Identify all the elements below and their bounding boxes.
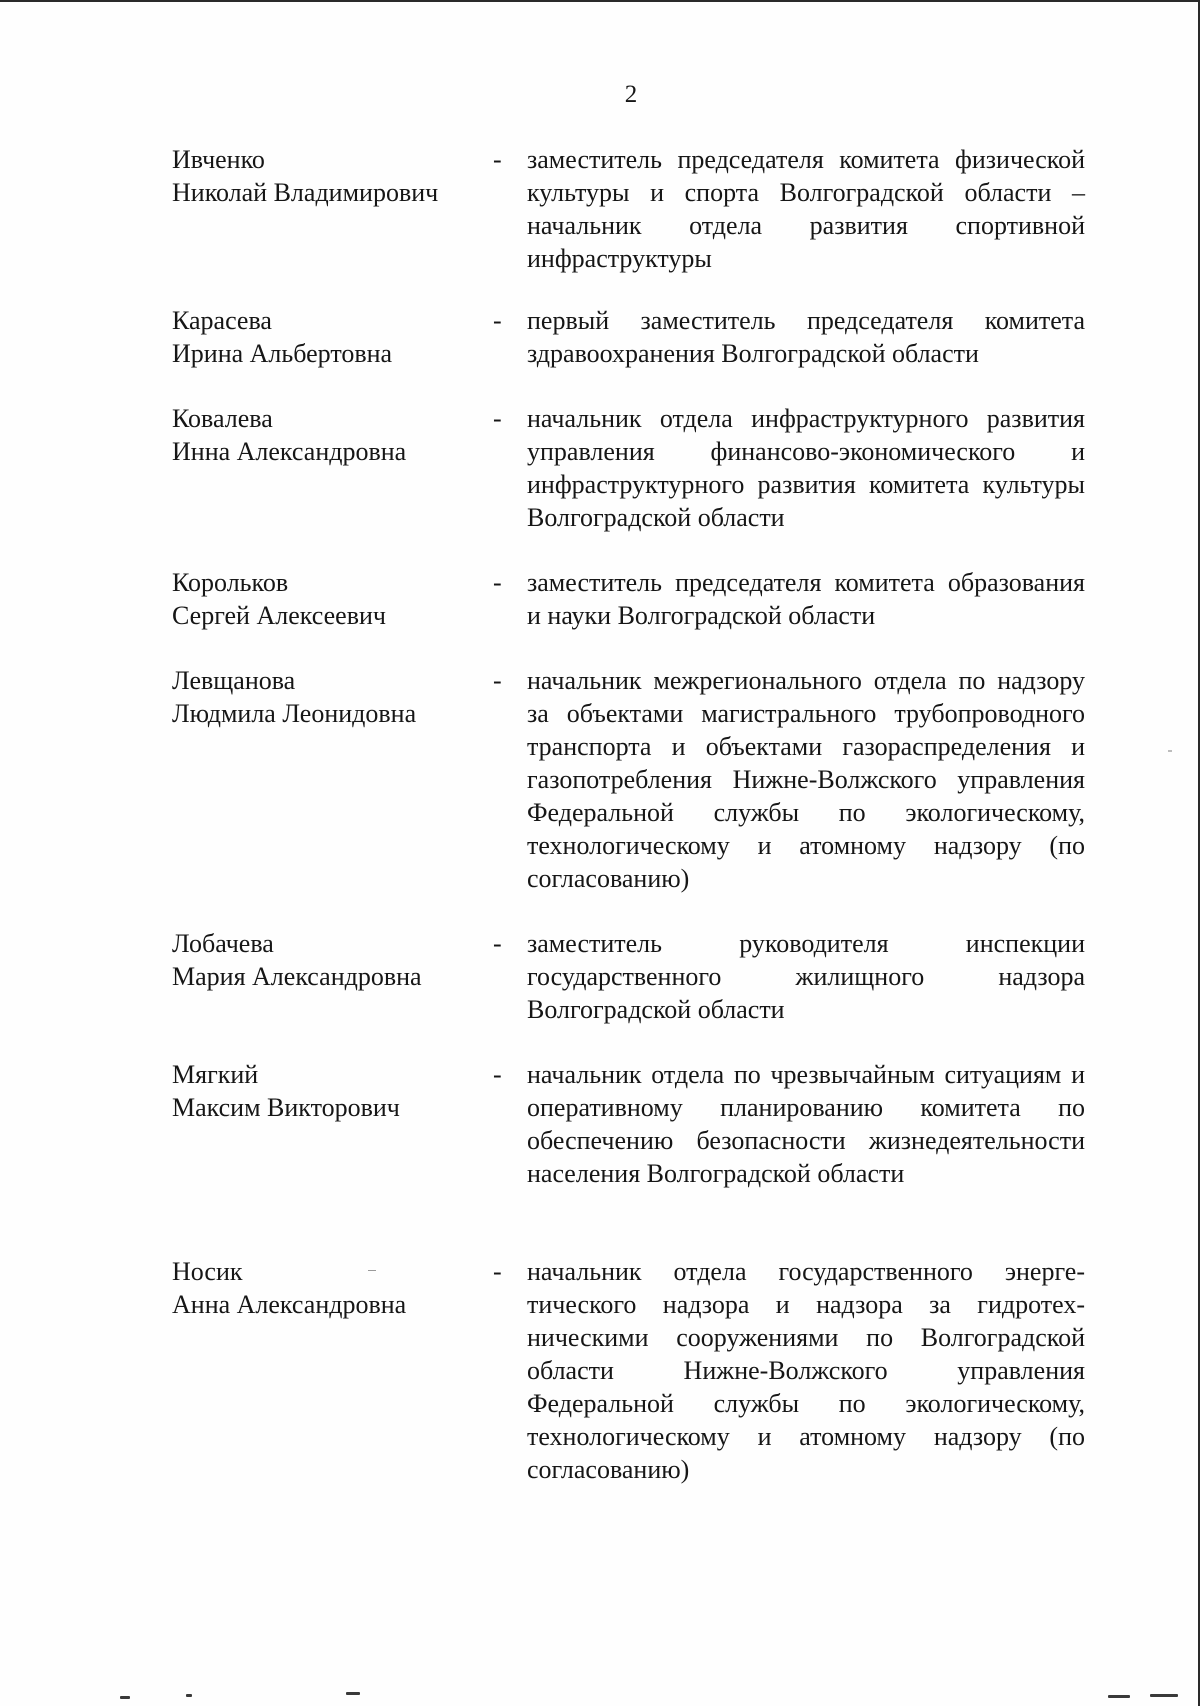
member-position: начальник отдела инфраструктурного развития управления финансово-экономического и инфраструктурного развития комитета культуры Волгоградской области [527, 404, 1085, 532]
member-name [172, 402, 502, 468]
member-given-names: Анна Александровна [172, 1290, 407, 1319]
member-position: начальник отдела государственного энергетического надзора и надзора за гидротехническими сооружениями по Волгоградской области Нижне-Волжского управления Федеральной службы по экологическому, технологическому и атомному надзору (по согласованию) [527, 1257, 1085, 1484]
member-name [172, 1058, 502, 1124]
member-name [172, 566, 502, 632]
page-number: 2 [624, 81, 638, 108]
member-given-names: Ирина Альбертовна [172, 339, 393, 368]
member-position: начальник межрегионального отдела по надзору за объектами магистрального трубопроводного транспорта и объектами газораспределения и газопотребления Нижне-Волжского управления Федеральной службы по экологическому, технологическому и атомному надзору (по согласованию) [527, 666, 1085, 893]
scan-mark [120, 1696, 130, 1699]
member-position: первый заместитель председателя комитета здравоохранения Волгоградской области [527, 306, 1085, 368]
member-name [172, 927, 502, 993]
scan-mark [1150, 1694, 1178, 1697]
member-surname: Ковалева [172, 404, 273, 433]
member-position: заместитель председателя комитета физической культуры и спорта Волгоградской области – начальник отдела развития спортивной инфраструктуры [527, 145, 1085, 273]
scan-mark [346, 1692, 360, 1695]
entry-dash: - [493, 404, 502, 433]
member-name [172, 1255, 502, 1321]
member-name [172, 664, 502, 730]
member-name [172, 143, 502, 209]
scan-mark [1108, 1695, 1130, 1698]
scan-speck [1168, 750, 1172, 752]
member-position: начальник отдела по чрезвычайным ситуациям и оперативному планированию комитета по обеспечению безопасности жизнедеятельности населения Волгоградской области [527, 1060, 1085, 1188]
member-surname: Лобачева [172, 929, 274, 958]
entry-dash: - [493, 1060, 502, 1089]
scan-mark [186, 1694, 192, 1697]
entry-dash: - [493, 1257, 502, 1286]
entry-dash: - [493, 568, 502, 597]
member-given-names: Инна Александровна [172, 437, 407, 466]
member-given-names: Людмила Леонидовна [172, 699, 417, 728]
member-name [172, 304, 502, 370]
member-surname: Мягкий [172, 1060, 259, 1089]
member-surname: Носик [172, 1257, 243, 1286]
entry-dash: - [493, 666, 502, 695]
member-surname: Карасева [172, 306, 272, 335]
member-surname: Левщанова [172, 666, 296, 695]
member-position: заместитель руководителя инспекции государственного жилищного надзора Волгоградской области [527, 929, 1085, 1024]
member-given-names: Сергей Алексеевич [172, 601, 386, 630]
entry-dash: - [493, 929, 502, 958]
entry-dash: - [493, 306, 502, 335]
scan-edge-top [0, 0, 1200, 2]
scan-speck [368, 1270, 376, 1271]
member-given-names: Николай Владимирович [172, 178, 439, 207]
member-surname: Корольков [172, 568, 289, 597]
member-given-names: Мария Александровна [172, 962, 422, 991]
member-position: заместитель председателя комитета образования и науки Волгоградской области [527, 568, 1085, 630]
entry-dash: - [493, 145, 502, 174]
scan-bottom-marks [0, 1690, 1200, 1706]
member-given-names: Максим Викторович [172, 1093, 400, 1122]
member-surname: Ивченко [172, 145, 265, 174]
